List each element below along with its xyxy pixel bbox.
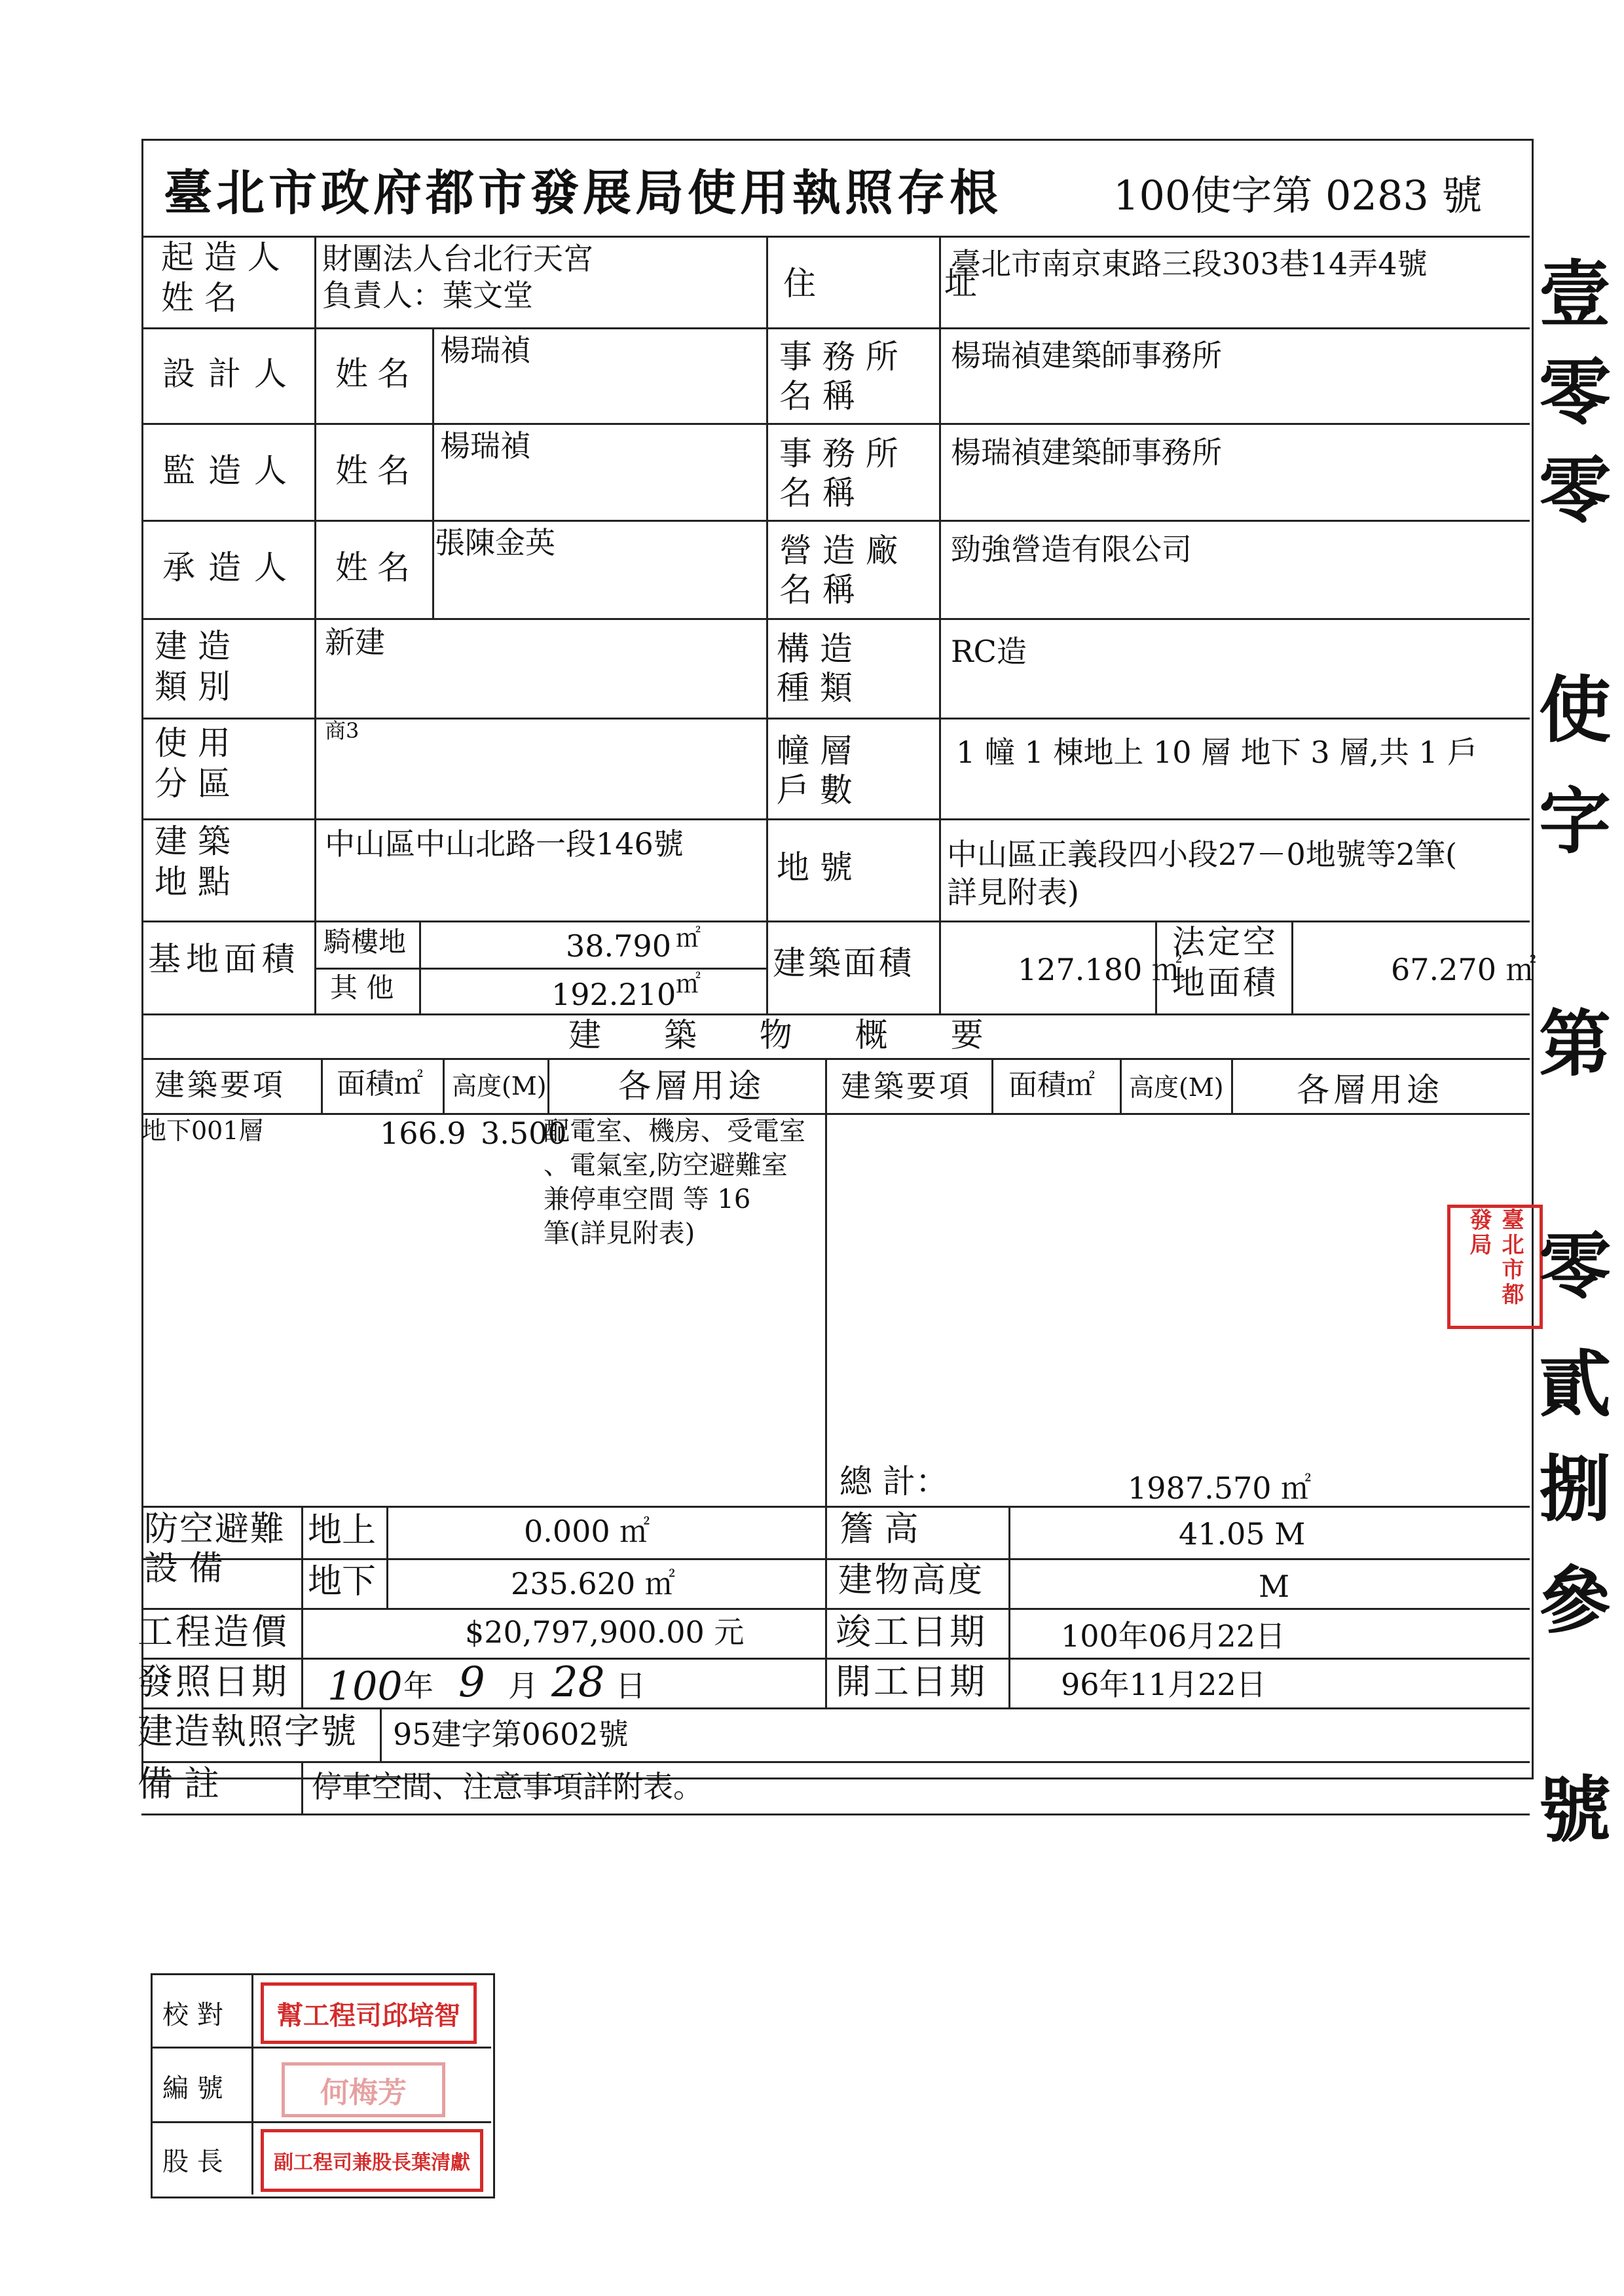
supervisor-name: 楊瑞禎 bbox=[440, 428, 530, 464]
supervisor-office-label-1: 事 務 所 bbox=[779, 435, 898, 473]
build-permit-label: 建造執照字號 bbox=[138, 1711, 358, 1752]
zoning-label-1: 使 用 bbox=[155, 724, 231, 762]
supervisor-name-label: 姓名 bbox=[335, 452, 419, 490]
grid-line bbox=[766, 236, 768, 1013]
building-height: M bbox=[1259, 1569, 1290, 1604]
designer-office-label-1: 事 務 所 bbox=[779, 338, 898, 376]
grid-line bbox=[380, 1707, 382, 1761]
col-item-right: 建築要項 bbox=[841, 1068, 972, 1104]
contractor-factory: 勁強營造有限公司 bbox=[951, 532, 1192, 567]
contractor-factory-label-2: 名 稱 bbox=[779, 571, 855, 609]
total-area: 1987.570 ㎡ bbox=[1128, 1470, 1312, 1506]
grid-line bbox=[141, 920, 1530, 922]
grid-line bbox=[301, 1506, 303, 1709]
applicant-label-2: 姓 名 bbox=[161, 279, 237, 317]
grid-line bbox=[141, 1761, 1530, 1763]
lot-number-2: 詳見附表) bbox=[947, 875, 1079, 910]
arcade-label: 騎樓地 bbox=[323, 926, 407, 958]
site-area-label: 基地面積 bbox=[148, 940, 300, 978]
col-area-left: 面積㎡ bbox=[337, 1067, 423, 1101]
signoff-label-number: 編 號 bbox=[162, 2073, 223, 2104]
col-height-left: 高度(M) bbox=[452, 1072, 547, 1101]
side-char: 字 bbox=[1539, 779, 1611, 864]
shelter-above-label: 地上 bbox=[308, 1511, 377, 1550]
build-permit-number: 95建字第0602號 bbox=[393, 1717, 629, 1752]
location-label-1: 建 築 bbox=[155, 822, 231, 860]
permit-number: 100使字第 0283 號 bbox=[1113, 172, 1483, 219]
stamp-numberer: 何梅芳 bbox=[282, 2062, 445, 2117]
side-char: 零 bbox=[1539, 350, 1611, 435]
structure-type: RC造 bbox=[951, 634, 1027, 669]
eave-label: 簷 高 bbox=[840, 1510, 919, 1549]
grid-line bbox=[141, 236, 1530, 238]
grid-line bbox=[141, 1013, 1530, 1015]
grid-line bbox=[432, 327, 434, 618]
issue-month-unit: 月 bbox=[508, 1668, 538, 1704]
units-label-2: 戶 數 bbox=[777, 771, 853, 809]
side-char: 捌 bbox=[1539, 1447, 1611, 1531]
remarks-value: 停車空間、注意事項詳附表。 bbox=[312, 1769, 703, 1804]
designer-name: 楊瑞禎 bbox=[440, 333, 530, 368]
eave-height: 41.05 M bbox=[1179, 1516, 1306, 1552]
issue-year-unit: 年 bbox=[403, 1668, 434, 1704]
grid-line bbox=[386, 1506, 388, 1608]
grid-line bbox=[141, 1558, 1530, 1560]
other-label: 其 他 bbox=[330, 972, 394, 1004]
grid-line bbox=[547, 1058, 549, 1113]
summary-heading: 建 築 物 概 要 bbox=[568, 1016, 1010, 1054]
signoff-label-proofread: 校 對 bbox=[162, 2000, 223, 2030]
arcade-unit: ㎡ bbox=[676, 924, 701, 953]
lot-label: 地 號 bbox=[777, 848, 853, 886]
floor-item: 地下001層 bbox=[141, 1116, 264, 1145]
open-space-label-2: 地面積 bbox=[1172, 964, 1278, 1002]
shelter-above-value: 0.000 ㎡ bbox=[524, 1514, 650, 1549]
grid-line bbox=[825, 1113, 827, 1707]
other-area: 192.210 bbox=[551, 977, 676, 1012]
location-label-2: 地 點 bbox=[155, 863, 231, 901]
issue-day-unit: 日 bbox=[616, 1668, 646, 1704]
building-height-label: 建物高度 bbox=[838, 1561, 986, 1600]
col-height-right: 高度(M) bbox=[1129, 1073, 1224, 1102]
issue-date-label: 發照日期 bbox=[138, 1661, 289, 1702]
form-title: 臺北市政府都市發展局使用執照存根 bbox=[164, 165, 1002, 221]
grid-line bbox=[141, 1813, 1530, 1815]
signoff-label-chief: 股 長 bbox=[162, 2147, 223, 2177]
side-char: 使 bbox=[1539, 668, 1611, 752]
grid-line bbox=[141, 1658, 1530, 1660]
total-label: 總 計： bbox=[840, 1463, 948, 1501]
construction-type-label-2: 類 別 bbox=[155, 668, 231, 706]
zoning-value: 商3 bbox=[325, 718, 360, 743]
floor-use-2: 、電氣室,防空避難室 bbox=[544, 1150, 788, 1180]
grid-line bbox=[141, 423, 1530, 425]
cost-value: $20,797,900.00 元 bbox=[465, 1614, 745, 1650]
side-char: 號 bbox=[1539, 1768, 1611, 1852]
grid-line bbox=[939, 236, 941, 1013]
grid-line bbox=[991, 1058, 993, 1113]
shelter-label-1: 防空避難 bbox=[144, 1510, 286, 1549]
shelter-below-value: 235.620 ㎡ bbox=[511, 1566, 675, 1601]
side-char: 貳 bbox=[1539, 1342, 1611, 1427]
other-unit: ㎡ bbox=[676, 970, 701, 998]
units-label-1: 幢 層 bbox=[777, 732, 853, 770]
arcade-area: 38.790 bbox=[566, 928, 671, 964]
grid-line bbox=[141, 1506, 1530, 1508]
applicant-address: 臺北市南京東路三段303巷14弄4號 bbox=[951, 246, 1428, 282]
issue-day: 28 bbox=[551, 1658, 605, 1707]
grid-line bbox=[141, 818, 1530, 820]
units-count: 1 幢 1 棟地上 10 層 地下 3 層,共 1 戶 bbox=[956, 735, 1478, 770]
designer-office-label-2: 名 稱 bbox=[779, 377, 855, 415]
issue-year: 100 bbox=[327, 1664, 403, 1709]
designer-label: 設計人 bbox=[162, 355, 300, 393]
supervisor-label: 監造人 bbox=[162, 452, 300, 490]
issue-month: 9 bbox=[458, 1658, 485, 1707]
open-space-label-1: 法定空 bbox=[1172, 923, 1278, 961]
floor-use-1: 配電室、機房、受電室 bbox=[544, 1116, 805, 1146]
applicant-label-1: 起 造 人 bbox=[161, 238, 280, 276]
construction-type: 新建 bbox=[325, 625, 385, 660]
col-area-right: 面積㎡ bbox=[1008, 1068, 1095, 1102]
building-area-label: 建築面積 bbox=[773, 944, 914, 982]
grid-line bbox=[251, 1973, 253, 2195]
floor-use-4: 筆(詳見附表) bbox=[544, 1218, 695, 1248]
col-use-left: 各層用途 bbox=[618, 1067, 765, 1105]
grid-line bbox=[419, 920, 421, 1013]
grid-line bbox=[314, 236, 316, 1013]
completion-date: 100年06月22日 bbox=[1061, 1618, 1285, 1654]
margin-seal: 臺北市都發局 bbox=[1447, 1205, 1543, 1329]
open-space-area: 67.270 ㎡ bbox=[1391, 952, 1536, 987]
side-char: 壹 bbox=[1539, 252, 1611, 337]
side-char: 參 bbox=[1539, 1558, 1611, 1643]
designer-office: 楊瑞禎建築師事務所 bbox=[951, 338, 1222, 373]
start-date: 96年11月22日 bbox=[1061, 1667, 1266, 1702]
grid-line bbox=[1008, 1506, 1010, 1709]
side-char: 零 bbox=[1539, 448, 1611, 533]
building-area: 127.180 ㎡ bbox=[1018, 952, 1182, 987]
col-item-left: 建築要項 bbox=[155, 1067, 286, 1102]
applicant-representative: 負責人：葉文堂 bbox=[322, 278, 533, 313]
grid-line bbox=[301, 1761, 303, 1813]
contractor-name-label: 姓名 bbox=[335, 549, 419, 587]
col-use-right: 各層用途 bbox=[1297, 1071, 1443, 1109]
remarks-label: 備 註 bbox=[138, 1763, 220, 1804]
grid-line bbox=[825, 1058, 827, 1113]
contractor-name: 張陳金英 bbox=[435, 525, 555, 560]
contractor-factory-label-1: 營 造 廠 bbox=[779, 532, 898, 570]
grid-line bbox=[141, 618, 1530, 620]
grid-line bbox=[1291, 920, 1293, 1013]
floor-height: 3.500 bbox=[481, 1116, 567, 1151]
grid-line bbox=[141, 1058, 1530, 1060]
side-char: 第 bbox=[1539, 1002, 1611, 1086]
structure-label-1: 構 造 bbox=[777, 630, 853, 668]
floor-area: 166.9 bbox=[380, 1116, 466, 1151]
grid-line bbox=[151, 2047, 491, 2049]
construction-type-label-1: 建 造 bbox=[155, 627, 231, 665]
start-date-label: 開工日期 bbox=[836, 1661, 987, 1702]
grid-line bbox=[1231, 1058, 1233, 1113]
grid-line bbox=[141, 1608, 1530, 1610]
completion-label: 竣工日期 bbox=[836, 1611, 987, 1652]
shelter-below-label: 地下 bbox=[308, 1562, 377, 1601]
applicant-name: 財團法人台北行天宮 bbox=[322, 241, 593, 276]
floor-use-3: 兼停車空間 等 16 bbox=[544, 1184, 751, 1214]
stamp-proofreader: 幫工程司邱培智 bbox=[261, 1982, 477, 2044]
side-char: 零 bbox=[1539, 1224, 1611, 1309]
structure-label-2: 種 類 bbox=[777, 669, 853, 707]
address-label: 住 址 bbox=[783, 264, 1036, 302]
grid-line bbox=[141, 520, 1530, 522]
designer-name-label: 姓名 bbox=[335, 355, 419, 393]
grid-line bbox=[151, 2121, 491, 2123]
grid-line bbox=[321, 1058, 323, 1113]
zoning-label-2: 分 區 bbox=[155, 765, 231, 803]
stamp-chief: 副工程司兼股長葉清獻 bbox=[261, 2129, 483, 2192]
shelter-label-2: 設 備 bbox=[144, 1549, 223, 1588]
grid-line bbox=[443, 1058, 445, 1113]
contractor-label: 承造人 bbox=[162, 549, 300, 587]
building-address: 中山區中山北路一段146號 bbox=[325, 826, 684, 862]
grid-line bbox=[141, 327, 1530, 329]
grid-line bbox=[141, 1113, 1530, 1115]
supervisor-office-label-2: 名 稱 bbox=[779, 474, 855, 512]
cost-label: 工程造價 bbox=[138, 1611, 289, 1652]
supervisor-office: 楊瑞禎建築師事務所 bbox=[951, 435, 1222, 470]
grid-line bbox=[1120, 1058, 1122, 1113]
lot-number-1: 中山區正義段四小段27－0地號等2筆( bbox=[947, 837, 1458, 872]
